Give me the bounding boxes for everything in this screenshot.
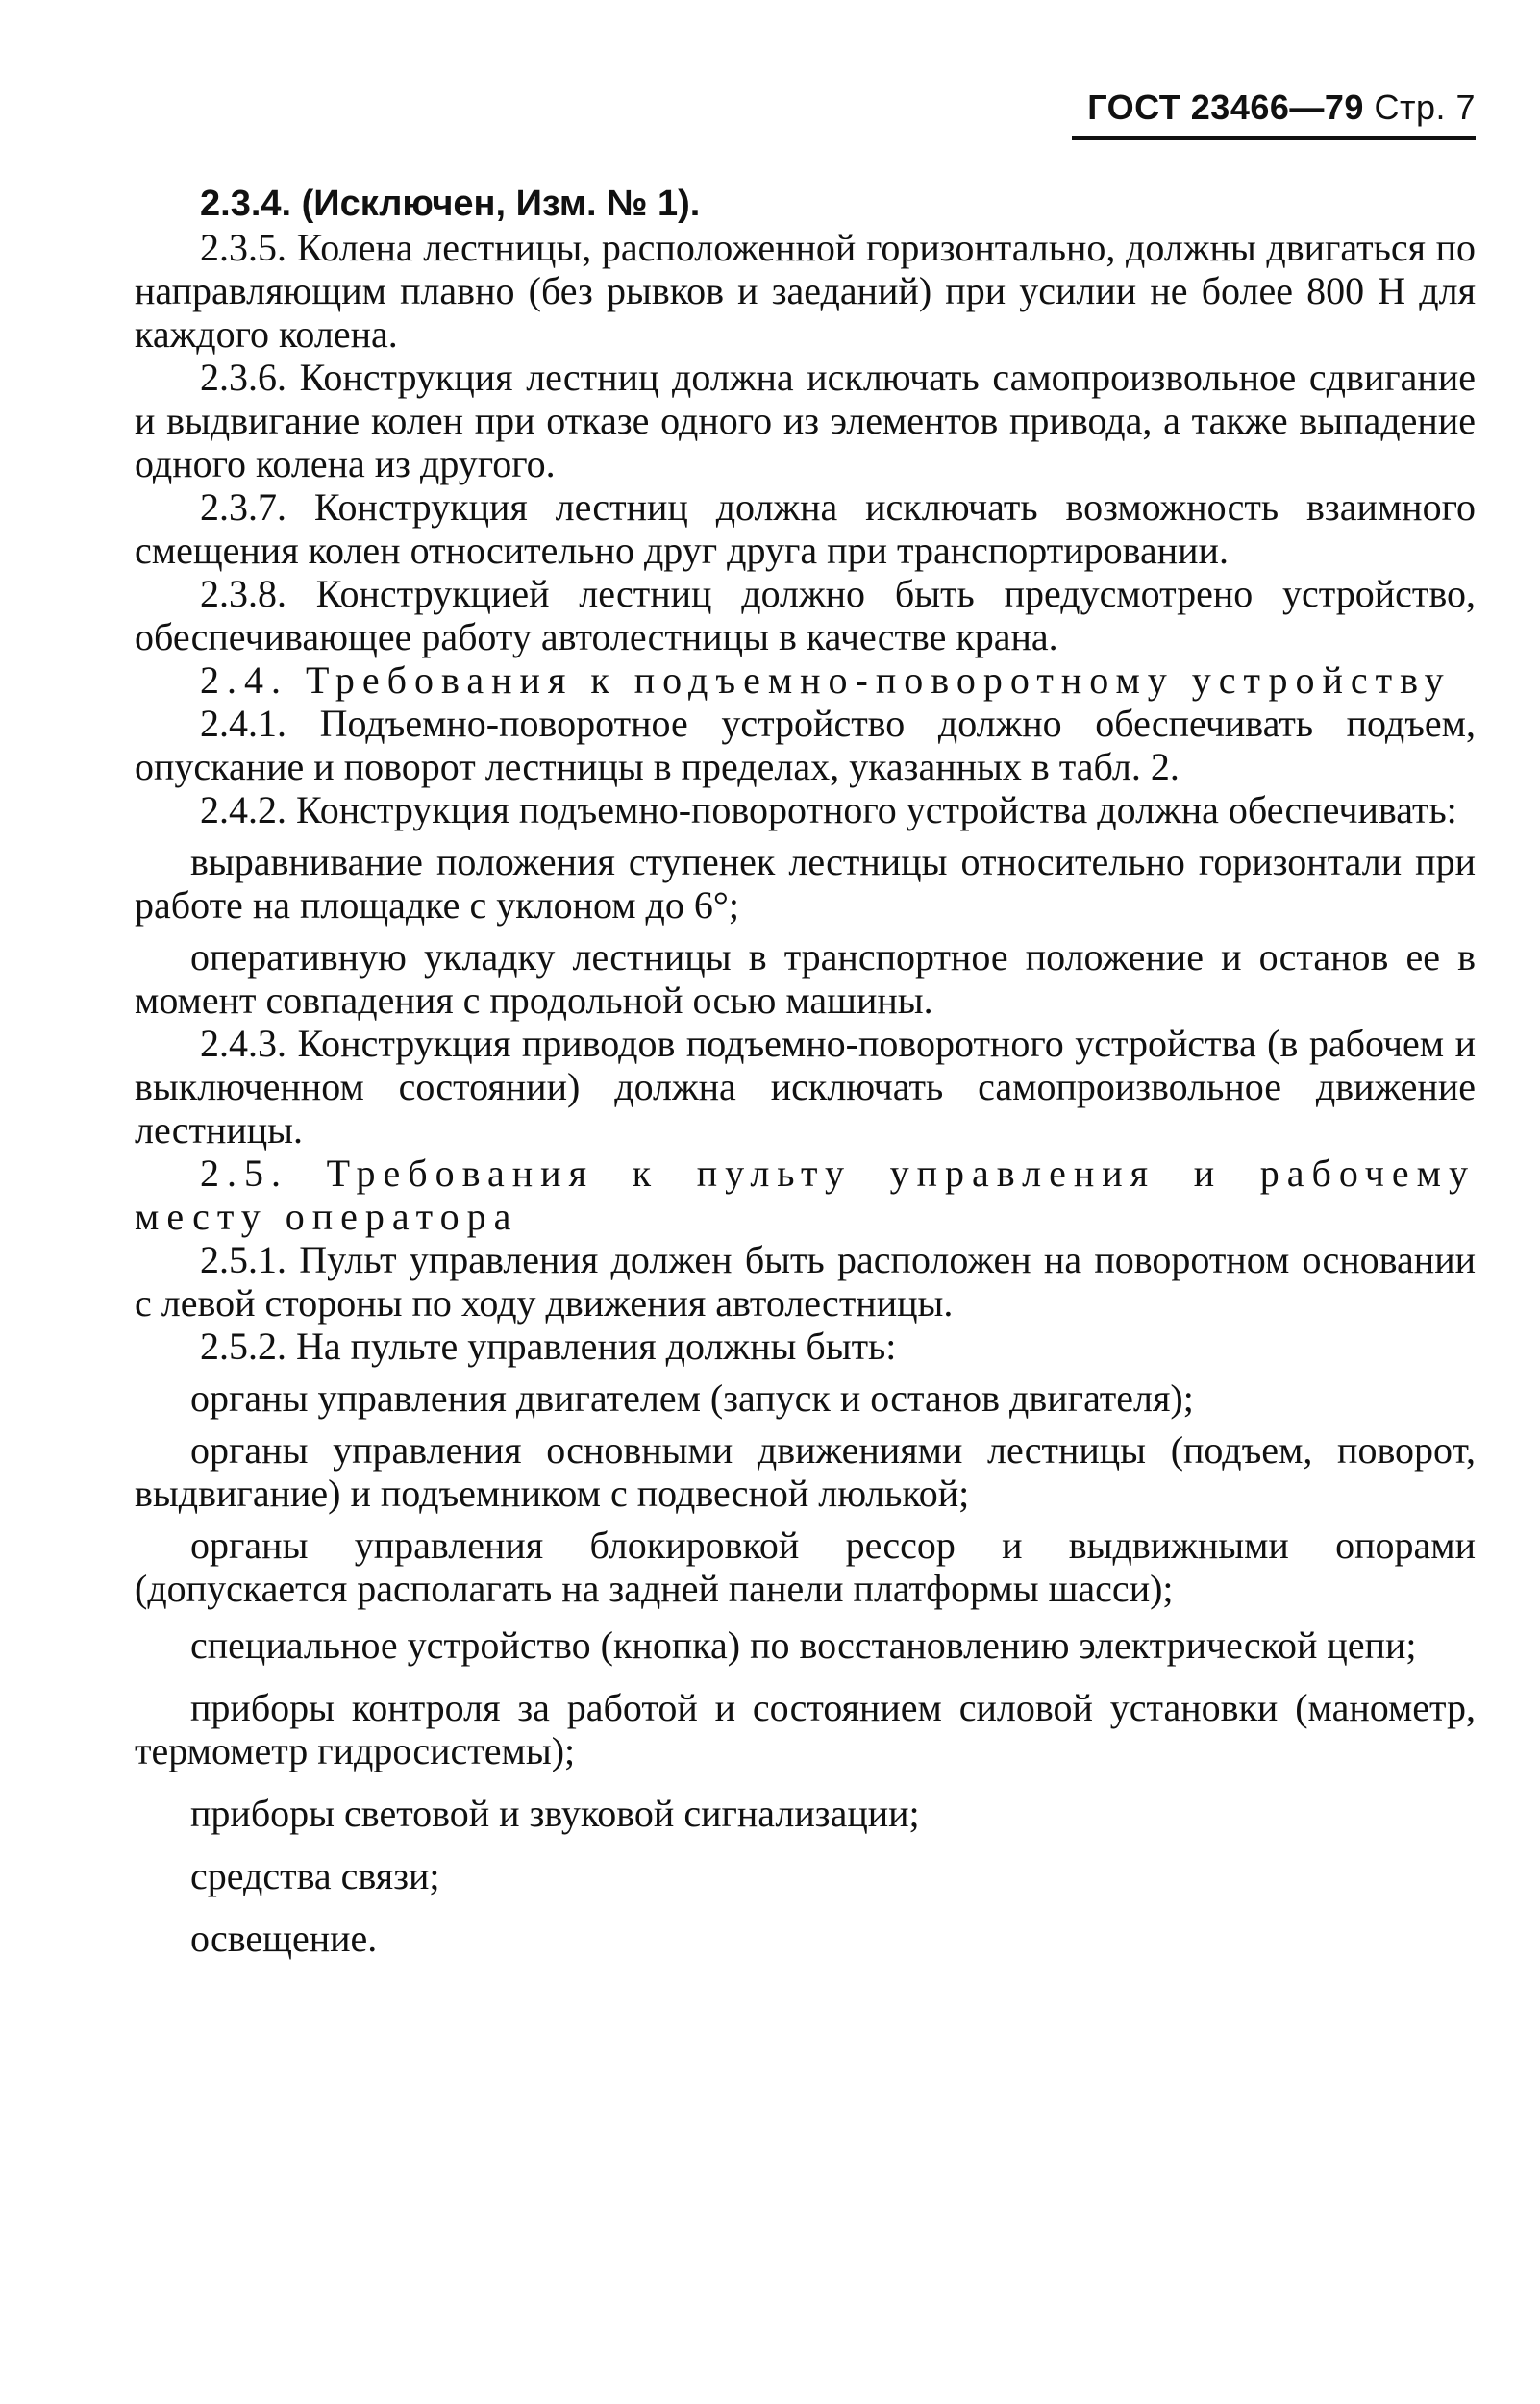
page-number: Стр. 7 — [1374, 87, 1476, 127]
list-item: специальное устройство (кнопка) по восстановлению электрической цепи; — [190, 1623, 1417, 1667]
page-header — [1072, 87, 1476, 129]
section-heading-2-5: 2.5. Требования к пульту управления и рабочему месту оператора — [135, 1152, 1476, 1238]
standard-number: ГОСТ 23466—79 — [1087, 87, 1364, 127]
clause-2-5-2: 2.5.2. На пульте управления должны быть: — [200, 1325, 897, 1368]
clause-2-4-2: 2.4.2. Конструкция подъемно-поворотного устройства должна обеспечивать: — [200, 788, 1457, 831]
header-rule — [1072, 136, 1476, 140]
list-item: органы управления блокировкой рессор и выдвижными опорами (допускается располагать на задней панели платформы шасси); — [135, 1524, 1476, 1610]
list-item: выравнивание положения ступенек лестницы относительно горизонтали при работе на площадке с уклоном до 6°; — [135, 840, 1476, 927]
section-heading-2-4: 2.4. Требования к подъемно-поворотному устройству — [200, 658, 1452, 702]
clause-2-4-3: 2.4.3. Конструкция приводов подъемно-поворотного устройства (в рабочем и выключенном состоянии) должна исключать самопроизвольное движение лестницы. — [135, 1022, 1476, 1152]
list-item: освещение. — [190, 1917, 378, 1960]
list-item: средства связи; — [190, 1854, 440, 1897]
clause-2-3-4: 2.3.4. (Исключен, Изм. № 1). — [200, 184, 701, 224]
clause-2-5-1: 2.5.1. Пульт управления должен быть расположен на поворотном основании с левой стороны по ходу движения автолестницы. — [135, 1238, 1476, 1325]
clause-2-3-7: 2.3.7. Конструкция лестниц должна исключать возможность взаимного смещения колен относительно друг друга при транспортировании. — [135, 485, 1476, 572]
clause-2-3-5: 2.3.5. Колена лестницы, расположенной горизонтально, должны двигаться по направляющим плавно (без рывков и заеданий) при усилии не более 800 Н для каждого колена. — [135, 226, 1476, 356]
list-item: органы управления основными движениями лестницы (подъем, поворот, выдвигание) и подъемником с подвесной люлькой; — [135, 1428, 1476, 1515]
list-item: оперативную укладку лестницы в транспортное положение и останов ее в момент совпадения с продольной осью машины. — [135, 935, 1476, 1022]
list-item: приборы световой и звуковой сигнализации; — [190, 1792, 920, 1835]
list-item: органы управления двигателем (запуск и останов двигателя); — [190, 1376, 1194, 1420]
clause-2-4-1: 2.4.1. Подъемно-поворотное устройство должно обеспечивать подъем, опускание и поворот лестницы в пределах, указанных в табл. 2. — [135, 702, 1476, 788]
list-item: приборы контроля за работой и состоянием силовой установки (манометр, термометр гидросистемы); — [135, 1686, 1476, 1772]
clause-2-3-8: 2.3.8. Конструкцией лестниц должно быть предусмотрено устройство, обеспечивающее работу автолестницы в качестве крана. — [135, 572, 1476, 658]
clause-2-3-6: 2.3.6. Конструкция лестниц должна исключать самопроизвольное сдвигание и выдвигание колен при отказе одного из элементов привода, а также выпадение одного колена из другого. — [135, 356, 1476, 485]
document-body — [135, 183, 1476, 1960]
